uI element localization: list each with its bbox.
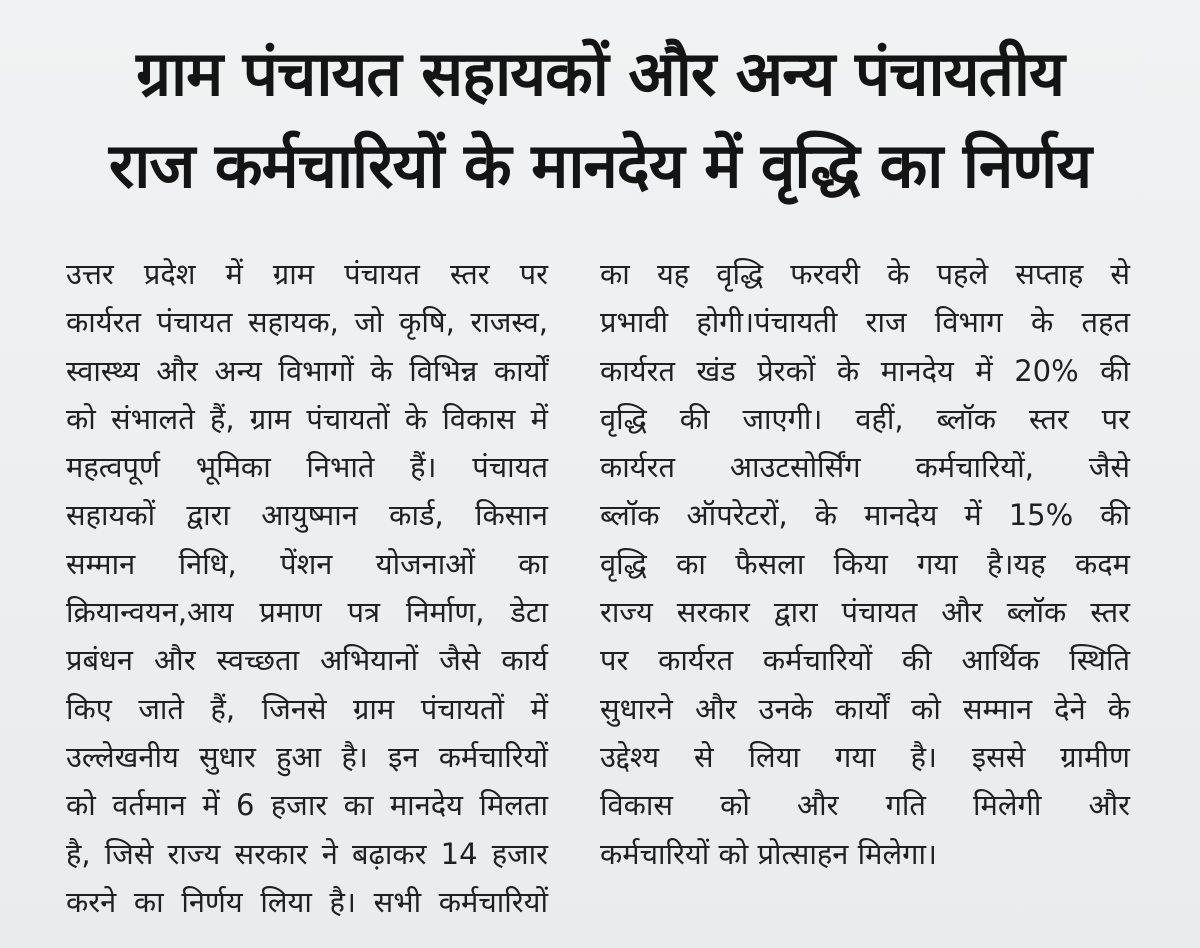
left-column-line: महत्वपूर्ण भूमिका निभाते हैं। पंचायत: [66, 450, 548, 485]
left-column-line: किए जाते हैं, जिनसे ग्राम पंचायतों में: [66, 691, 548, 726]
right-column-line: कर्मचारियों को प्रोत्साहन मिलेगा।: [600, 836, 937, 871]
right-column-line: ब्लॉक ऑपरेटरों, के मानदेय में 15% की: [600, 498, 1130, 533]
right-column-line: उद्देश्य से लिया गया है। इससे ग्रामीण: [600, 739, 1130, 774]
left-column-line: को वर्तमान में 6 हजार का मानदेय मिलता: [66, 788, 548, 823]
left-column-line: सम्मान निधि, पेंशन योजनाओं का: [66, 546, 548, 581]
left-column-line: कार्यरत पंचायत सहायक, जो कृषि, राजस्व,: [66, 305, 548, 340]
left-column-line: है, जिसे राज्य सरकार ने बढ़ाकर 14 हजार: [66, 836, 548, 871]
right-column-line: प्रभावी होगी।पंचायती राज विभाग के तहत: [600, 305, 1130, 340]
left-column-line: करने का निर्णय लिया है। सभी कर्मचारियों: [66, 884, 548, 919]
left-column-line: उल्लेखनीय सुधार हुआ है। इन कर्मचारियों: [66, 739, 548, 774]
right-column-line: सुधारने और उनके कार्यों को सम्मान देने के: [600, 691, 1130, 726]
left-column-line: उत्तर प्रदेश में ग्राम पंचायत स्तर पर: [66, 257, 548, 291]
article-left-column: [66, 250, 548, 926]
headline-line-1: ग्राम पंचायत सहायकों और अन्य पंचायतीय: [136, 37, 1064, 110]
right-column-line: का यह वृद्धि फरवरी के पहले सप्ताह से: [600, 257, 1130, 291]
right-column-line: कार्यरत खंड प्रेरकों के मानदेय में 20% की: [600, 353, 1130, 388]
right-column-line: पर कार्यरत कर्मचारियों की आर्थिक स्थिति: [600, 643, 1130, 678]
right-column-line: विकास को और गति मिलेगी और: [600, 788, 1130, 823]
left-column-line: सहायकों द्वारा आयुष्मान कार्ड, किसान: [66, 498, 548, 533]
left-column-line: क्रियान्वयन,आय प्रमाण पत्र निर्माण, डेटा: [66, 595, 548, 630]
right-column-line: कार्यरत आउटसोर्सिंग कर्मचारियों, जैसे: [600, 450, 1130, 485]
left-column-line: प्रबंधन और स्वच्छता अभियानों जैसे कार्य: [66, 643, 548, 678]
article-headline: [0, 28, 1200, 212]
right-column-line: वृद्धि का फैसला किया गया है।यह कदम: [600, 546, 1130, 581]
headline-line-2: राज कर्मचारियों के मानदेय में वृद्धि का निर्णय: [108, 129, 1092, 202]
left-column-line: स्वास्थ्य और अन्य विभागों के विभिन्न कार्यों: [66, 353, 548, 388]
article-right-column: [600, 250, 1130, 878]
right-column-line: वृद्धि की जाएगी। वहीं, ब्लॉक स्तर पर: [600, 401, 1130, 436]
right-column-line: राज्य सरकार द्वारा पंचायत और ब्लॉक स्तर: [600, 595, 1130, 630]
left-column-line: को संभालते हैं, ग्राम पंचायतों के विकास में: [66, 401, 548, 436]
